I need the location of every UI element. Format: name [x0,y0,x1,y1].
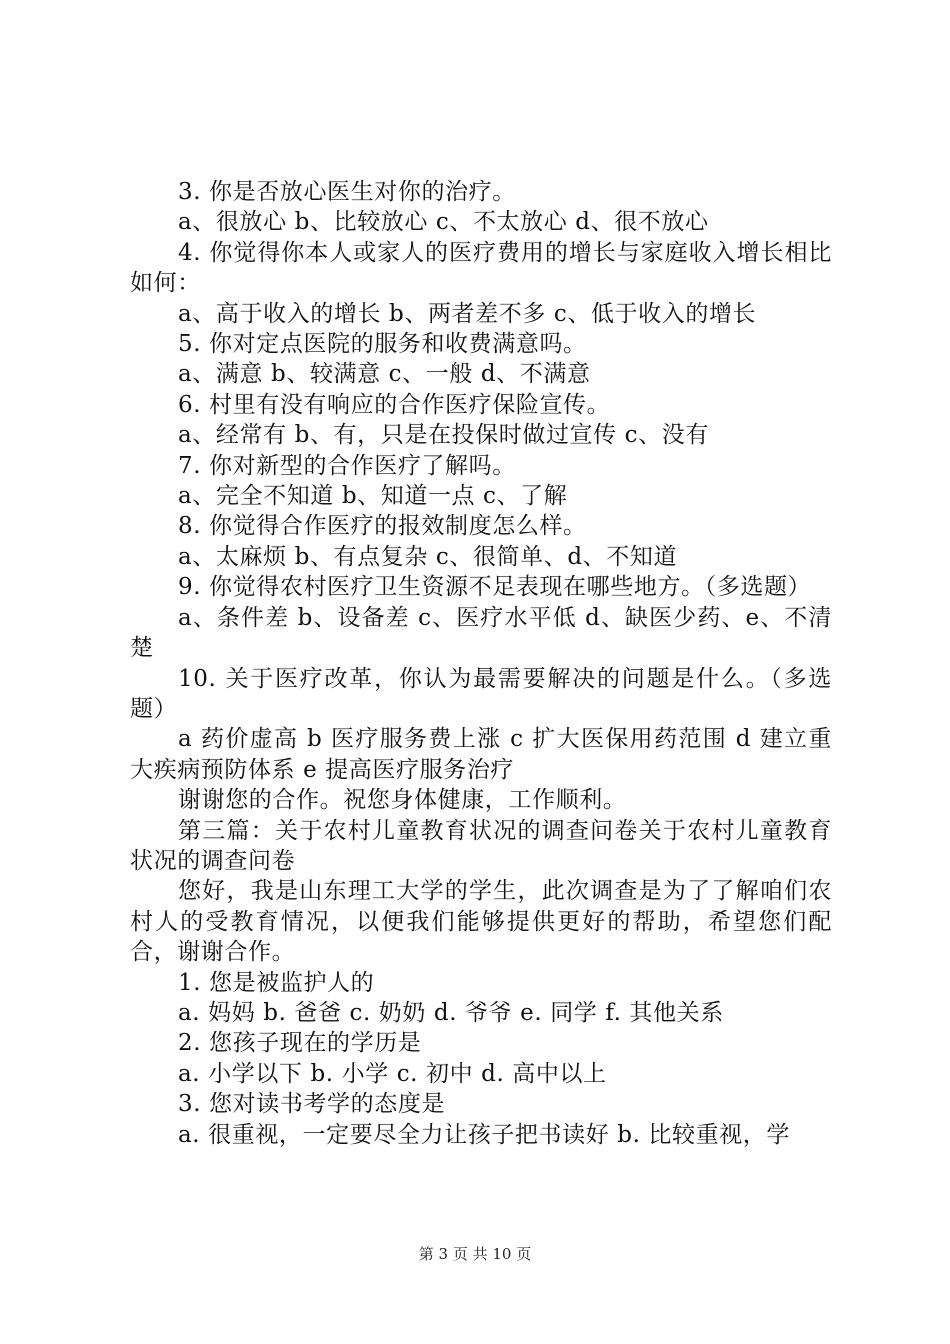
options-5: a、满意 b、较满意 c、一般 d、不满意 [178,361,591,388]
question-10: 10. 关于医疗改革，你认为最需要解决的问题是什么。（多选题） [130,665,832,722]
question-7: 7. 你对新型的合作医疗了解吗。 [178,452,516,479]
question-9: 9. 你觉得农村医疗卫生资源不足表现在哪些地方。（多选题） [178,574,812,601]
options-8: a、太麻烦 b、有点复杂 c、很简单、d、不知道 [178,543,678,570]
options-10: a 药价虚高 b 医疗服务费上涨 c 扩大医保用药范围 d 建立重大疾病预防体系 e 提高医疗服务治疗 [130,726,832,783]
survey-question-1: 1. 您是被监护人的 [178,969,375,996]
question-3: 3. 你是否放心医生对你的治疗。 [178,179,516,205]
section-heading: 第三篇：关于农村儿童教育状况的调查问卷关于农村儿童教育状况的调查问卷 [130,817,832,874]
options-7: a、完全不知道 b、知道一点 c、了解 [178,483,568,510]
document-body [130,177,832,1150]
options-6: a、经常有 b、有，只是在投保时做过宣传 c、没有 [178,422,709,449]
options-4: a、高于收入的增长 b、两者差不多 c、低于收入的增长 [178,300,757,327]
closing-thanks: 谢谢您的合作。祝您身体健康，工作顺利。 [178,787,627,814]
survey-question-3: 3. 您对读书考学的态度是 [178,1091,446,1118]
question-4: 4. 你觉得你本人或家人的医疗费用的增长与家庭收入增长相比如何： [130,239,832,297]
survey-options-1: a. 妈妈 b. 爸爸 c. 奶奶 d. 爷爷 e. 同学 f. 其他关系 [178,999,724,1026]
intro-paragraph: 您好，我是山东理工大学的学生，此次调查是为了了解咱们农村人的受教育情况，以便我们能够提供更好的帮助，希望您们配合，谢谢合作。 [130,878,832,966]
page-number-footer: 第 3 页 共 10 页 [418,1245,532,1263]
question-8: 8. 你觉得合作医疗的报效制度怎么样。 [178,513,587,540]
survey-options-2: a. 小学以下 b. 小学 c. 初中 d. 高中以上 [178,1060,607,1087]
options-3: a、很放心 b、比较放心 c、不太放心 d、很不放心 [178,209,709,236]
options-9: a、条件差 b、设备差 c、医疗水平低 d、缺医少药、e、不清楚 [130,604,832,662]
question-6: 6. 村里有没有响应的合作医疗保险宣传。 [178,391,611,418]
question-5: 5. 你对定点医院的服务和收费满意吗。 [178,331,587,358]
survey-options-3: a. 很重视，一定要尽全力让孩子把书读好 b. 比较重视，学 [178,1121,790,1148]
survey-question-2: 2. 您孩子现在的学历是 [178,1030,422,1057]
